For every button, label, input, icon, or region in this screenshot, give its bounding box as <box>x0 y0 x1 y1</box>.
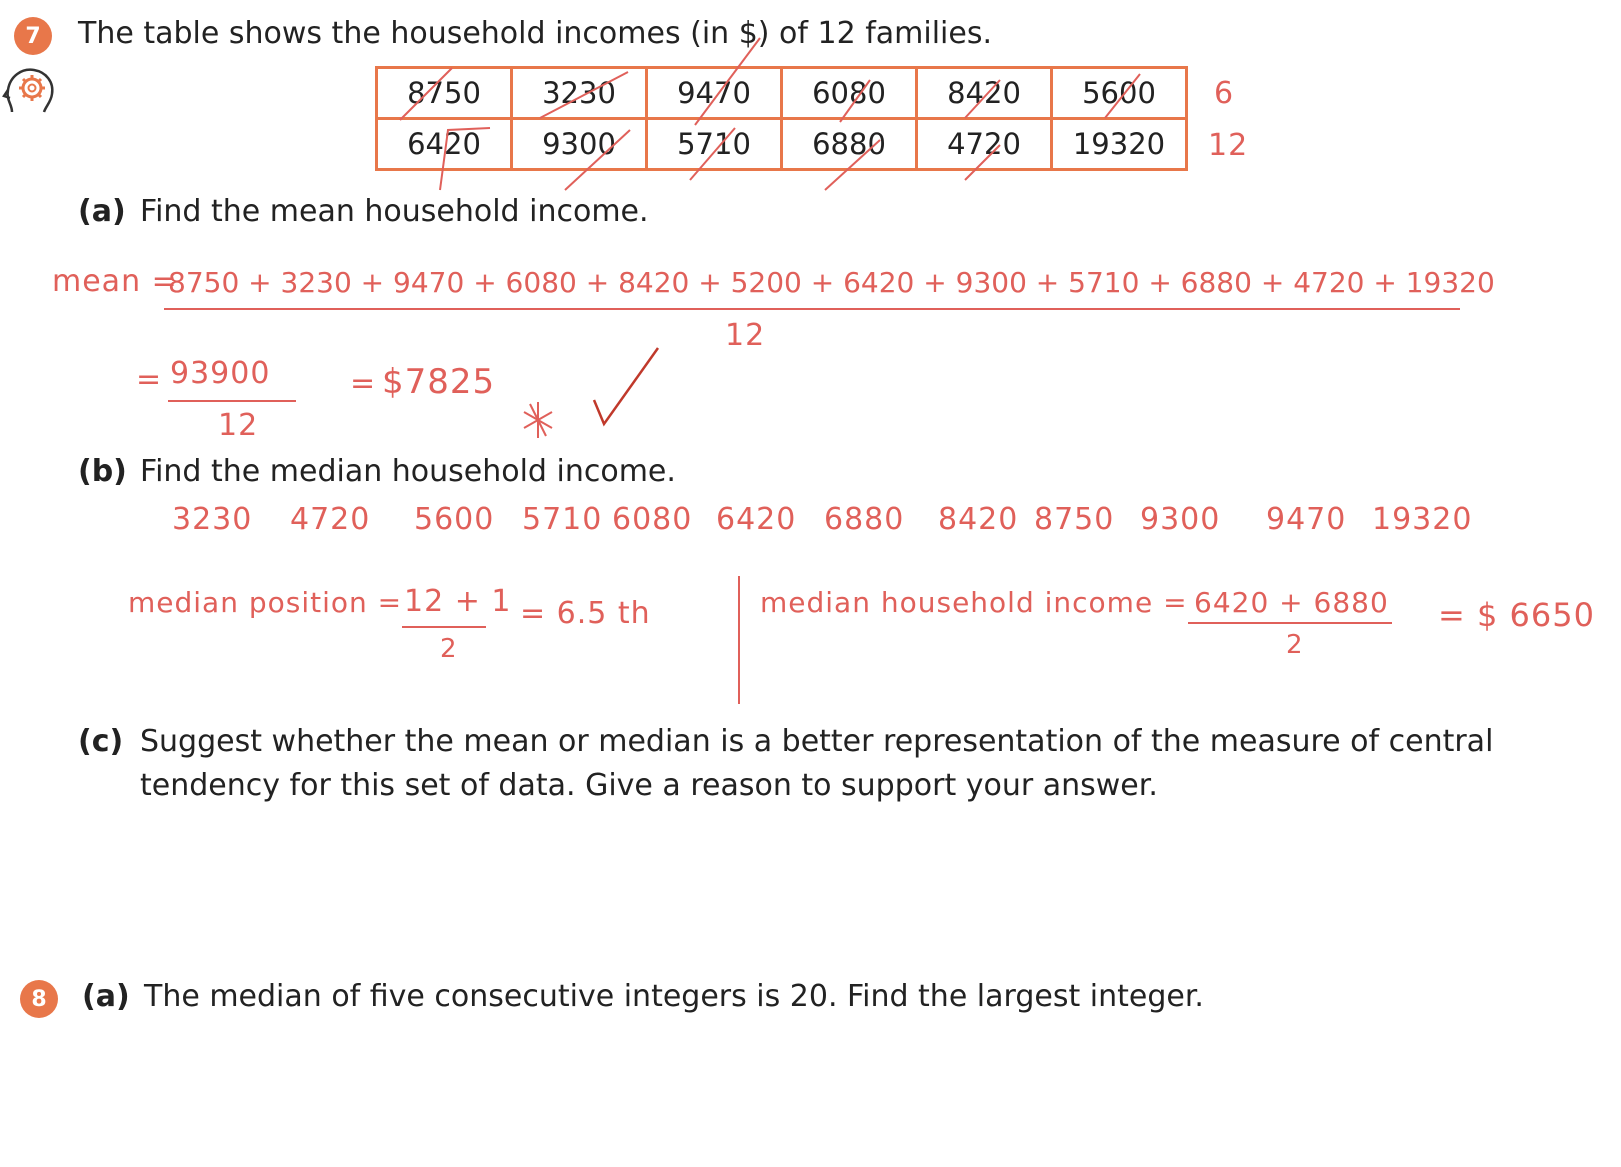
sorted-value: 19320 <box>1372 502 1473 537</box>
table-cell: 6080 <box>782 68 917 119</box>
median-income-label: median household income = <box>760 586 1188 619</box>
table-cell: 9300 <box>512 119 647 170</box>
question-7-badge: 7 <box>14 17 52 55</box>
part-c-line2: tendency for this set of data. Give a reason to support your answer. <box>140 768 1158 803</box>
sum-numerator: 93900 <box>170 356 271 391</box>
table-cell: 6420 <box>377 119 512 170</box>
median-position-result: = 6.5 th <box>520 596 651 631</box>
sorted-value: 6080 <box>612 502 693 537</box>
equals-1: = <box>136 362 163 397</box>
sorted-value: 3230 <box>172 502 253 537</box>
table-cell: 6880 <box>782 119 917 170</box>
mean-label: mean = <box>52 264 178 299</box>
part-c-line1: Suggest whether the mean or median is a better representation of the measure of central <box>140 724 1494 759</box>
sum-fraction-bar <box>168 400 296 402</box>
tally-count-12: 12 <box>1208 128 1249 163</box>
table-cell: 5710 <box>647 119 782 170</box>
table-cell: 9470 <box>647 68 782 119</box>
median-income-bar <box>1188 622 1392 624</box>
part-c-prompt <box>78 722 1493 762</box>
q8-part-a-label: (a) <box>82 979 130 1014</box>
mean-fraction-bar <box>164 308 1460 310</box>
median-position-bar <box>402 626 486 628</box>
median-position-numerator: 12 + 1 <box>404 584 512 619</box>
mean-denominator: 12 <box>725 318 766 353</box>
part-a-label: (a) <box>78 194 126 229</box>
sum-denominator: 12 <box>218 408 259 443</box>
table-cell: 19320 <box>1052 119 1187 170</box>
table-cell: 8750 <box>377 68 512 119</box>
part-c-label: (c) <box>78 724 124 759</box>
median-position-denominator: 2 <box>440 634 458 664</box>
sorted-value: 8420 <box>938 502 1019 537</box>
table-cell: 8420 <box>917 68 1052 119</box>
mean-result: $7825 <box>382 362 496 402</box>
table-cell: 5600 <box>1052 68 1187 119</box>
sorted-value: 5600 <box>414 502 495 537</box>
sorted-value: 8750 <box>1034 502 1115 537</box>
equals-2: = <box>350 366 377 401</box>
median-income-numerator: 6420 + 6880 <box>1194 586 1389 619</box>
median-position-label: median position = <box>128 586 403 619</box>
question-8-badge: 8 <box>20 980 58 1018</box>
question-7-text: The table shows the household incomes (in $) of 12 families. <box>78 16 992 51</box>
sorted-value: 9470 <box>1266 502 1347 537</box>
part-b-label: (b) <box>78 454 127 489</box>
tally-count-6: 6 <box>1214 76 1235 111</box>
part-a-prompt <box>78 192 649 232</box>
star-icon <box>520 400 556 440</box>
sorted-value: 6420 <box>716 502 797 537</box>
mean-numerator: 8750 + 3230 + 9470 + 6080 + 8420 + 5200 + 6420 + 9300 + 5710 + 6880 + 4720 + 19320 <box>168 266 1495 299</box>
sorted-value: 4720 <box>290 502 371 537</box>
median-income-denominator: 2 <box>1286 630 1304 660</box>
part-a-text: Find the mean household income. <box>140 194 649 229</box>
working-divider <box>738 576 740 704</box>
sorted-value: 9300 <box>1140 502 1221 537</box>
table-cell: 4720 <box>917 119 1052 170</box>
q8-part-a-prompt <box>82 977 1204 1017</box>
sorted-value: 5710 <box>522 502 603 537</box>
part-b-prompt <box>78 452 676 492</box>
q8-part-a-text: The median of five consecutive integers is 20. Find the largest integer. <box>144 979 1204 1014</box>
median-income-result: = $ 6650 <box>1438 596 1595 634</box>
check-icon <box>592 344 662 428</box>
sorted-value: 6880 <box>824 502 905 537</box>
table-cell: 3230 <box>512 68 647 119</box>
part-b-text: Find the median household income. <box>140 454 676 489</box>
